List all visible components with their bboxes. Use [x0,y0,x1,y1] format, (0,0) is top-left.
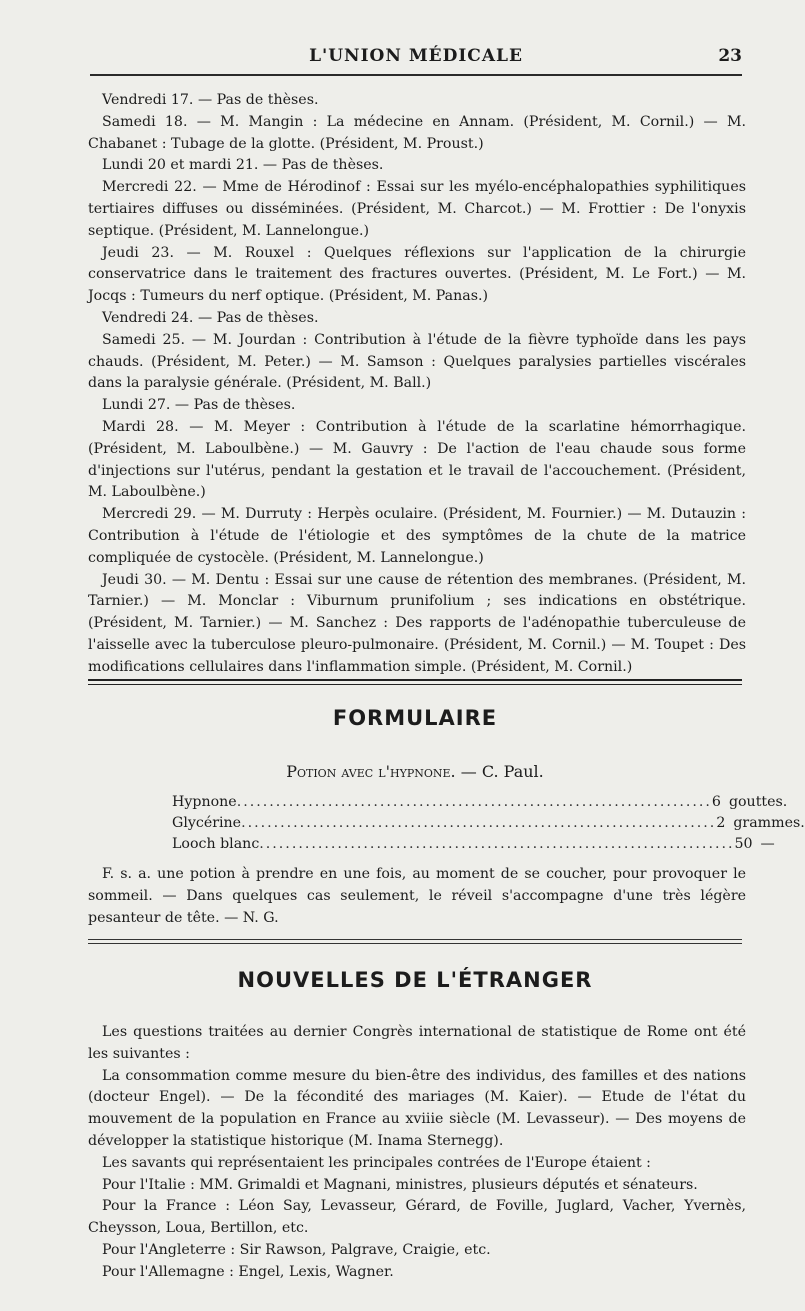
ingredient-row [172,792,788,813]
leader-dots: ......................................................................... [259,836,735,852]
recipe-name: Potion avec l'hypnone. [286,762,456,781]
ingredient-row [172,813,805,834]
news-paragraph: Pour l'Angleterre : Sir Rawson, Palgrave, Craigie, etc. [102,1241,491,1258]
news-paragraph: Pour l'Italie : MM. Grimaldi et Magnani, ministres, plusieurs députés et sénateurs. [102,1176,698,1193]
recipe-title [88,762,742,781]
ingredient-unit: gouttes. [728,794,788,810]
page-number: 23 [718,46,742,66]
ingredient-name: Looch blanc [172,836,260,852]
news-paragraph: Les questions traitées au dernier Congrès international de statistique de Rome ont été les suivantes : [88,1024,746,1062]
formulaire-heading: FORMULAIRE [332,706,498,730]
running-title: L'UNION MÉDICALE [309,46,523,66]
recipe-note-block [88,864,746,929]
ingredient-name: Hypnone [172,794,237,810]
news-paragraph: Pour la France : Léon Say, Levasseur, Gérard, de Foville, Juglard, Vacher, Yvernès, Cheysson, Loua, Bertillon, etc. [88,1198,746,1237]
ingredient-qty: 2 [716,815,726,831]
thesis-entry: Vendredi 24. — Pas de thèses. [102,309,319,326]
thesis-entry: Jeudi 30. — M. Dentu : Essai sur une cause de rétention des membranes. (Président, M. Tarnier.) — M. Monclar : Viburnum prunifolium ; ses indications en obstétrique. (Président, M. Tarnier.) — M. Sanchez : Des rapports de l'adénopathie tuberculeuse de l'aisselle avec la tuberculose pleuro-pulmonaire. (Président, M. Cornil.) — M. Toupet : Des modifications cellulaires dans l'inflammation simple. (Président, M. Cornil.) [88,571,746,675]
thesis-entry: Samedi 18. — M. Mangin : La médecine en Annam. (Président, M. Cornil.) — M. Chabanet : Tubage de la glotte. (Président, M. Proust.) [88,113,746,152]
thesis-entry: Jeudi 23. — M. Rouxel : Quelques réflexions sur l'application de la chirurgie conservatrice dans le traitement des fractures ouvertes. (Président, M. Le Fort.) — M. Jocqs : Tumeurs du nerf optique. (Président, M. Panas.) [88,244,746,305]
ingredient-row [172,834,775,855]
recipe-author: — C. Paul. [460,762,544,781]
thesis-entry: Vendredi 17. — Pas de thèses. [102,92,319,108]
thesis-entry: Samedi 25. — M. Jourdan : Contribution à l'étude de la fièvre typhoïde dans les pays chauds. (Président, M. Peter.) — M. Samson : Quelques paralysies partielles viscérales dans la paralysie générale. (Président, M. Ball.) [88,331,746,392]
thesis-entry: Mercredi 22. — Mme de Hérodinof : Essai sur les myélo-encéphalopathies syphilitiques tertiaires diffuses ou disséminées. (Président, M. Charcot.) — M. Frottier : De l'onyxis septique. (Président, M. Lannelongue.) [88,179,746,239]
page-header [90,40,742,76]
section-divider [88,679,742,685]
section-divider [88,939,742,940]
leader-dots: ......................................................................... [236,794,712,810]
recipe-ingredients [172,792,805,855]
thesis-entry: Mercredi 29. — M. Durruty : Herpès oculaire. (Président, M. Fournier.) — M. Dutauzin : Contribution à l'étude de l'étiologie et des symptômes de la chute de la matrice compliquée de cystocèle. (Président, M. Lannelongue.) [88,506,746,566]
thesis-entry: Lundi 20 et mardi 21. — Pas de thèses. [102,157,384,174]
leader-dots: ......................................................................... [241,815,717,831]
ingredient-qty: 6 [711,794,721,810]
news-paragraph: Pour l'Allemagne : Engel, Lexis, Wagner. [102,1263,394,1280]
nouvelles-heading: NOUVELLES DE L'ÉTRANGER [237,968,593,992]
ingredient-name: Glycérine [172,815,242,831]
news-paragraph: La consommation comme mesure du bien-être des individus, des familles et des nations (docteur Engel). — De la fécondité des mariages (M. Kaier). — Etude de l'état du mouvement de la population en France au xviiie siècle (M. Levasseur). — Des moyens de développer la statistique historique (M. Inama Sternegg). [88,1067,746,1149]
theses-list [88,90,746,679]
recipe-note: F. s. a. une potion à prendre en une fois, au moment de se coucher, pour provoquer le sommeil. — Dans quelques cas seulement, le réveil s'accompagne d'une très légère pesanteur de tête. — N. G. [88,866,746,926]
ingredient-qty: 50 [734,836,753,852]
news-paragraph: Les savants qui représentaient les principales contrées de l'Europe étaient : [102,1154,651,1171]
nouvelles-body [88,1022,746,1284]
ingredient-unit: grammes. [733,815,805,831]
thesis-entry: Mardi 28. — M. Meyer : Contribution à l'étude de la scarlatine hémorrhagique. (Président, M. Laboulbène.) — M. Gauvry : De l'action de l'eau chaude sous forme d'injections sur l'utérus, pendant la gestation et le travail de l'accouchement. (Président, M. Laboulbène.) [88,418,746,501]
ingredient-unit: — [760,836,775,852]
section-divider [88,943,742,944]
thesis-entry: Lundi 27. — Pas de thèses. [102,397,296,414]
